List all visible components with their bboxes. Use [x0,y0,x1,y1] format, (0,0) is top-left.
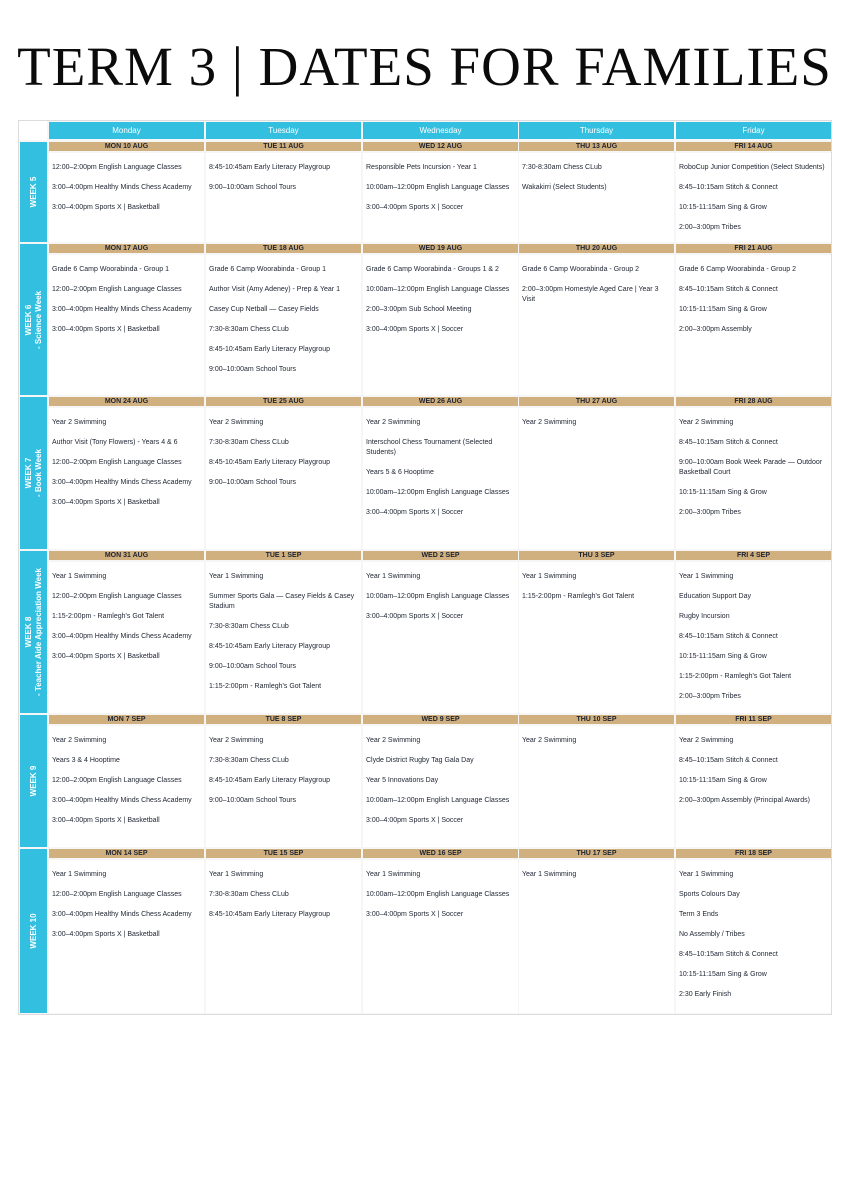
event-item: 7:30-8:30am Chess CLub [209,439,289,446]
date-bar: MON 31 AUG [49,551,204,560]
date-bar: FRI 18 SEP [676,849,831,858]
day-cell [206,715,361,847]
event-list [519,153,674,242]
event-item: Year 2 Swimming [209,737,264,744]
day-cell [49,849,204,1013]
date-bar: THU 3 SEP [519,551,674,560]
day-cell [49,551,204,713]
event-item: Rugby Incursion [679,613,730,620]
event-list [676,726,831,847]
event-item: Year 1 Swimming [209,871,264,878]
day-cell [676,715,831,847]
day-cell [519,715,674,847]
day-cell [206,142,361,242]
date-bar: TUE 25 AUG [206,397,361,406]
event-item: Author Visit (Tony Flowers) - Years 4 & 6 [52,439,178,446]
event-item: 3:00–4:00pm Healthy Minds Chess Academy [52,479,192,486]
event-item: 8:45-10:45am Early Literacy Playgroup [209,346,331,353]
date-bar: TUE 15 SEP [206,849,361,858]
day-header-monday: Monday [49,122,204,139]
event-list [49,153,204,242]
date-bar: TUE 11 AUG [206,142,361,151]
event-item: 3:00–4:00pm Sports X | Basketball [52,204,160,211]
event-item: 3:00–4:00pm Healthy Minds Chess Academy [52,911,192,918]
event-item: Year 1 Swimming [522,871,577,878]
event-list [519,408,674,549]
event-item: 8:45–10:15am Stitch & Connect [679,184,778,191]
event-item: 2:00–3:00pm Tribes [679,224,741,231]
date-bar: MON 24 AUG [49,397,204,406]
event-item: 3:00–4:00pm Sports X | Soccer [366,204,464,211]
event-list [206,726,361,847]
event-item: Grade 6 Camp Woorabinda - Group 1 [52,266,169,273]
date-bar: THU 13 AUG [519,142,674,151]
event-item: Year 1 Swimming [52,573,107,580]
calendar-grid [18,120,832,1015]
day-cell [363,244,518,395]
day-cell [676,142,831,242]
event-item: 12:00–2:00pm English Language Classes [52,459,182,466]
date-bar: WED 19 AUG [363,244,518,253]
calendar-corner [19,121,47,140]
week-row [19,715,833,847]
event-item: 8:45–10:15am Stitch & Connect [679,439,778,446]
event-item: 2:00–3:00pm Tribes [679,693,741,700]
event-item: 10:00am–12:00pm English Language Classes [366,184,510,191]
week-label [20,244,47,395]
date-bar: THU 20 AUG [519,244,674,253]
event-item: 3:00–4:00pm Sports X | Basketball [52,817,160,824]
date-bar: THU 27 AUG [519,397,674,406]
day-cell [206,849,361,1013]
date-bar: WED 12 AUG [363,142,518,151]
event-list [519,562,674,713]
event-item: 9:00–10:00am Book Week Parade — Outdoor Basketball Court [679,459,823,476]
date-bar: FRI 4 SEP [676,551,831,560]
date-bar: FRI 11 SEP [676,715,831,724]
day-cell [519,849,674,1013]
event-item: 2:00–3:00pm Assembly [679,326,752,333]
event-item: Term 3 Ends [679,911,719,918]
day-cell [206,551,361,713]
date-bar: MON 10 AUG [49,142,204,151]
day-cell [49,715,204,847]
page-title: TERM 3 | DATES FOR FAMILIES [17,36,832,97]
event-list [206,408,361,549]
date-bar: THU 17 SEP [519,849,674,858]
event-item: Summer Sports Gala — Casey Fields & Casey Stadium [209,593,355,610]
event-item: 10:15-11:15am Sing & Grow [679,306,767,313]
event-list [206,255,361,395]
week-label [20,849,47,1013]
event-item: Year 2 Swimming [52,419,107,426]
event-item: Year 1 Swimming [366,871,421,878]
week-label [20,551,47,713]
event-item: Year 2 Swimming [366,737,421,744]
event-item: Year 2 Swimming [366,419,421,426]
event-item: Year 1 Swimming [366,573,421,580]
day-cell [676,849,831,1013]
event-item: 7:30-8:30am Chess CLub [209,623,289,630]
event-item: 7:30-8:30am Chess CLub [209,326,289,333]
event-item: 8:45-10:45am Early Literacy Playgroup [209,164,331,171]
event-item: 10:15-11:15am Sing & Grow [679,971,767,978]
day-cell [363,397,518,549]
event-item: Year 1 Swimming [679,871,734,878]
event-item: Wakakirri (Select Students) [522,184,607,191]
event-item: 10:00am–12:00pm English Language Classes [366,489,510,496]
event-list [676,255,831,395]
event-item: 2:00–3:00pm Assembly (Principal Awards) [679,797,810,804]
event-item: Grade 6 Camp Woorabinda - Groups 1 & 2 [366,266,499,273]
event-item: 8:45–10:15am Stitch & Connect [679,633,778,640]
event-item: 9:00–10:00am School Tours [209,366,297,373]
event-item: 8:45–10:15am Stitch & Connect [679,286,778,293]
event-item: Year 2 Swimming [522,419,577,426]
event-item: RoboCup Junior Competition (Select Students) [679,164,825,171]
event-item: 7:30-8:30am Chess CLub [209,891,289,898]
event-item: Year 2 Swimming [52,737,107,744]
event-item: Responsible Pets Incursion - Year 1 [366,164,477,171]
day-cell [363,142,518,242]
event-item: 8:45-10:45am Early Literacy Playgroup [209,777,331,784]
date-bar: THU 10 SEP [519,715,674,724]
event-item: 7:30-8:30am Chess CLub [209,757,289,764]
day-header-thursday: Thursday [519,122,674,139]
event-item: Year 5 Innovations Day [366,777,439,784]
event-item: 3:00–4:00pm Sports X | Soccer [366,817,464,824]
event-item: 9:00–10:00am School Tours [209,479,297,486]
event-list [519,726,674,847]
event-item: 10:15-11:15am Sing & Grow [679,204,767,211]
week-row [19,142,833,242]
event-item: 8:45-10:45am Early Literacy Playgroup [209,459,331,466]
event-list [519,255,674,395]
event-item: 3:00–4:00pm Sports X | Soccer [366,613,464,620]
event-list [363,860,518,1013]
week-label-text: WEEK 10 [28,913,38,949]
week-label-text: WEEK 7 - Book Week [23,449,43,497]
event-item: 10:00am–12:00pm English Language Classes [366,797,510,804]
event-list [363,726,518,847]
event-item: Author Visit (Amy Adeney) - Prep & Year 1 [209,286,340,293]
event-item: 8:45-10:45am Early Literacy Playgroup [209,643,331,650]
event-item: Years 3 & 4 Hooptime [52,757,120,764]
week-label [20,715,47,847]
week-label [20,142,47,242]
day-cell [519,244,674,395]
day-cell [363,551,518,713]
event-item: Year 1 Swimming [209,573,264,580]
day-header-tuesday: Tuesday [206,122,361,139]
week-row [19,849,833,1013]
event-item: Education Support Day [679,593,751,600]
event-item: 2:00–3:00pm Homestyle Aged Care | Year 3 Visit [522,286,659,303]
event-item: 3:00–4:00pm Sports X | Soccer [366,326,464,333]
event-item: 10:00am–12:00pm English Language Classes [366,891,510,898]
day-cell [206,397,361,549]
date-bar: WED 2 SEP [363,551,518,560]
event-item: Year 2 Swimming [522,737,577,744]
event-item: 10:15-11:15am Sing & Grow [679,777,767,784]
event-item: Year 2 Swimming [209,419,264,426]
event-item: 3:00–4:00pm Sports X | Basketball [52,326,160,333]
event-item: 1:15-2:00pm - Ramlegh's Got Talent [679,673,792,680]
event-list [363,153,518,242]
event-item: 3:00–4:00pm Sports X | Soccer [366,911,464,918]
date-bar: TUE 8 SEP [206,715,361,724]
event-item: 10:15-11:15am Sing & Grow [679,489,767,496]
event-item: Year 1 Swimming [522,573,577,580]
event-list [49,562,204,713]
event-item: 1:15-2:00pm - Ramlegh's Got Talent [522,593,635,600]
event-list [519,860,674,1013]
event-list [206,562,361,713]
event-item: 12:00–2:00pm English Language Classes [52,593,182,600]
event-item: 3:00–4:00pm Sports X | Basketball [52,653,160,660]
day-cell [519,397,674,549]
event-item: Year 1 Swimming [679,573,734,580]
event-item: 3:00–4:00pm Healthy Minds Chess Academy [52,633,192,640]
date-bar: WED 9 SEP [363,715,518,724]
day-header-friday: Friday [676,122,831,139]
event-item: 3:00–4:00pm Healthy Minds Chess Academy [52,306,192,313]
day-header-wednesday: Wednesday [363,122,518,139]
event-item: 9:00–10:00am School Tours [209,797,297,804]
day-cell [363,849,518,1013]
event-item: No Assembly / Tribes [679,931,745,938]
event-item: Grade 6 Camp Woorabinda - Group 2 [522,266,639,273]
event-list [49,860,204,1013]
event-item: 3:00–4:00pm Sports X | Basketball [52,931,160,938]
date-bar: WED 26 AUG [363,397,518,406]
event-item: Grade 6 Camp Woorabinda - Group 2 [679,266,796,273]
week-label-text: WEEK 9 [28,765,38,797]
day-cell [676,244,831,395]
event-list [676,408,831,549]
day-cell [206,244,361,395]
day-cell [519,551,674,713]
event-item: 10:00am–12:00pm English Language Classes [366,593,510,600]
week-row [19,244,833,395]
event-item: 3:00–4:00pm Healthy Minds Chess Academy [52,797,192,804]
date-bar: MON 14 SEP [49,849,204,858]
event-list [676,153,831,242]
event-list [206,153,361,242]
day-cell [49,244,204,395]
event-item: 12:00–2:00pm English Language Classes [52,286,182,293]
week-label-text: WEEK 6 - Science Week [23,290,43,349]
event-list [363,562,518,713]
event-item: 10:15-11:15am Sing & Grow [679,653,767,660]
date-bar: FRI 21 AUG [676,244,831,253]
event-item: 9:00–10:00am School Tours [209,663,297,670]
date-bar: FRI 28 AUG [676,397,831,406]
day-cell [519,142,674,242]
day-cell [676,551,831,713]
event-item: Clyde District Rugby Tag Gala Day [366,757,474,764]
event-list [363,255,518,395]
event-item: Year 2 Swimming [679,737,734,744]
event-list [676,860,831,1013]
event-item: 1:15-2:00pm - Ramlegh's Got Talent [52,613,165,620]
date-bar: TUE 18 AUG [206,244,361,253]
event-item: 8:45–10:15am Stitch & Connect [679,951,778,958]
event-item: 2:00–3:00pm Sub School Meeting [366,306,472,313]
event-item: 9:00–10:00am School Tours [209,184,297,191]
event-item: Casey Cup Netball — Casey Fields [209,306,319,313]
date-bar: WED 16 SEP [363,849,518,858]
event-item: Years 5 & 6 Hooptime [366,469,434,476]
event-list [676,562,831,713]
date-bar: MON 7 SEP [49,715,204,724]
week-label-text: WEEK 5 [28,176,38,208]
event-item: Interschool Chess Tournament (Selected Students) [366,439,493,456]
event-item: 1:15-2:00pm - Ramlegh's Got Talent [209,683,322,690]
day-cell [363,715,518,847]
week-row [19,551,833,713]
week-label [20,397,47,549]
week-row [19,397,833,549]
event-item: 10:00am–12:00pm English Language Classes [366,286,510,293]
event-item: 2:00–3:00pm Tribes [679,509,741,516]
event-list [206,860,361,1013]
event-item: 12:00–2:00pm English Language Classes [52,891,182,898]
date-bar: TUE 1 SEP [206,551,361,560]
event-item: 12:00–2:00pm English Language Classes [52,164,182,171]
event-item: 3:00–4:00pm Sports X | Soccer [366,509,464,516]
event-item: 2:30 Early Finish [679,991,732,998]
event-item: 7:30-8:30am Chess CLub [522,164,602,171]
date-bar: FRI 14 AUG [676,142,831,151]
event-item: 3:00–4:00pm Sports X | Basketball [52,499,160,506]
event-item: Year 1 Swimming [52,871,107,878]
event-list [49,255,204,395]
event-list [49,726,204,847]
event-item: Grade 6 Camp Woorabinda - Group 1 [209,266,326,273]
day-cell [49,142,204,242]
event-item: 3:00–4:00pm Healthy Minds Chess Academy [52,184,192,191]
day-cell [676,397,831,549]
event-item: Sports Colours Day [679,891,740,898]
week-label-text: WEEK 8 - Teacher Aide Appreciation Week [23,567,43,697]
event-item: 8:45–10:15am Stitch & Connect [679,757,778,764]
day-cell [49,397,204,549]
event-list [49,408,204,549]
event-item: Year 2 Swimming [679,419,734,426]
event-item: 12:00–2:00pm English Language Classes [52,777,182,784]
event-list [363,408,518,549]
event-item: 8:45-10:45am Early Literacy Playgroup [209,911,331,918]
date-bar: MON 17 AUG [49,244,204,253]
